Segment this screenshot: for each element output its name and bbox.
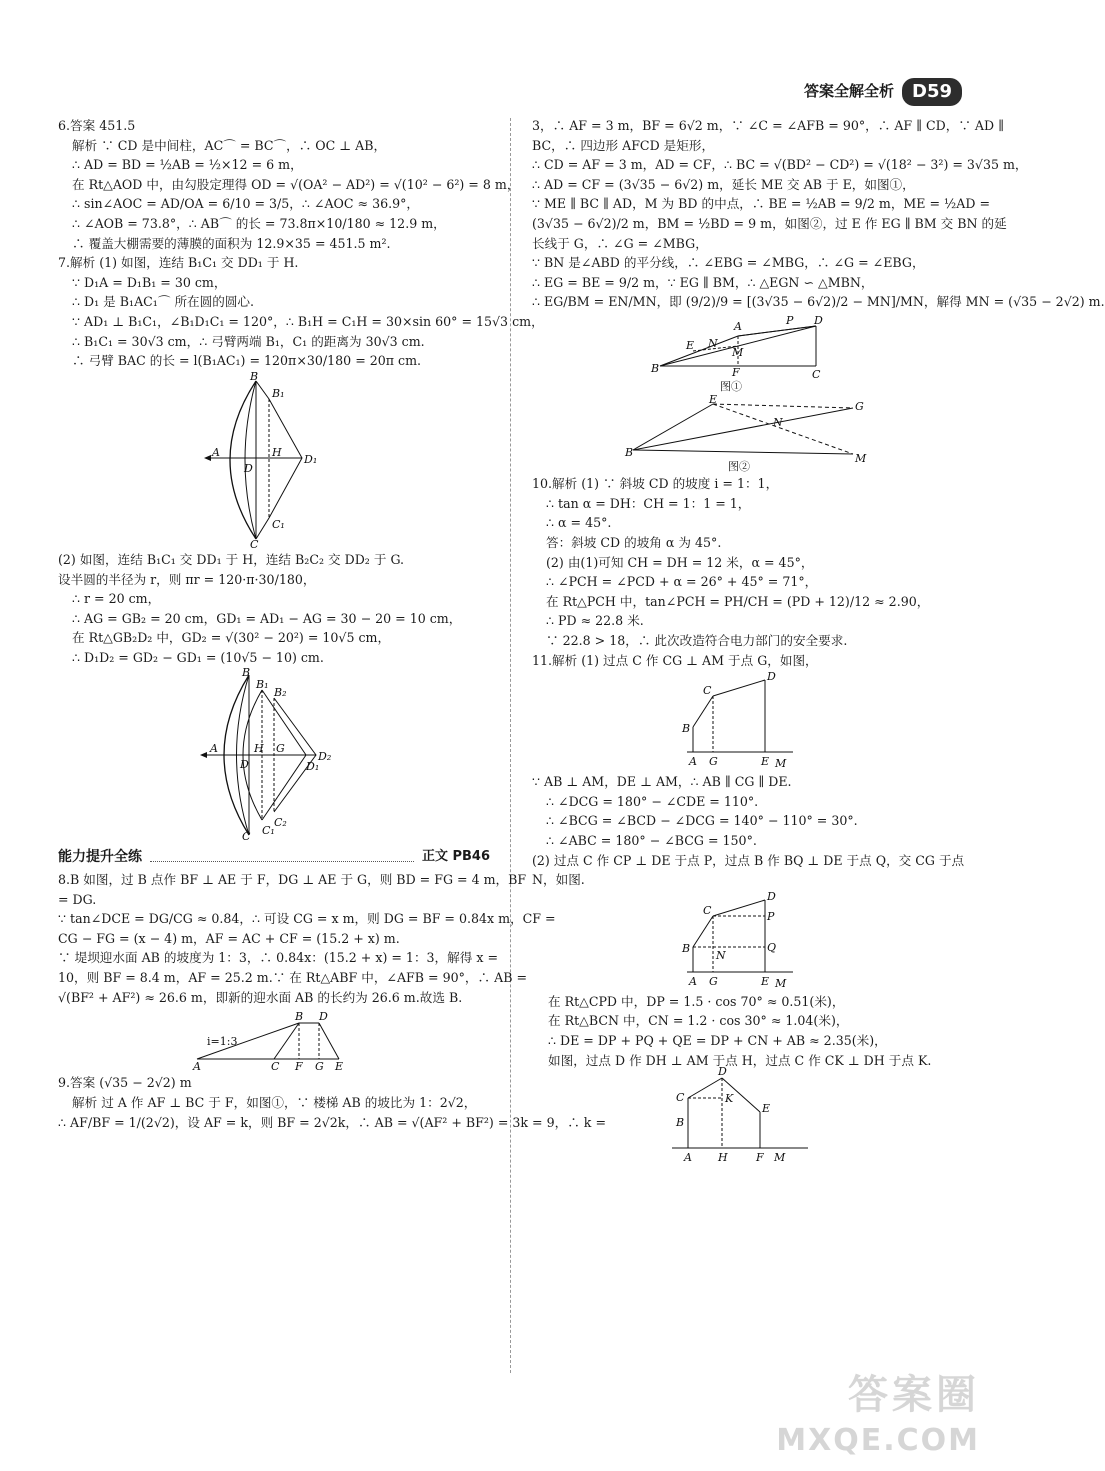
svg-text:D₁: D₁ — [304, 452, 318, 466]
text-line: 解析 ∵ CD 是中间柱，AC⌒ = BC⌒，∴ OC ⊥ AB， — [72, 137, 387, 153]
svg-text:M: M — [774, 1151, 786, 1165]
svg-text:B₂: B₂ — [274, 685, 287, 699]
svg-text:B: B — [242, 665, 251, 679]
svg-text:F: F — [295, 1060, 303, 1074]
text-line: 3，∴ AF = 3 m，BF = 6√2 m，∵ ∠C = ∠AFB = 90°，∴ AF ∥ CD，∵ AD ∥ — [532, 118, 1004, 133]
text-line: 6.答案 451.5 — [58, 118, 136, 133]
text-line: ∴ ∠AOB = 73.8°，∴ AB⌒ 的长 = 73.8π×10/180 ≈ 12.9 m， — [72, 216, 446, 232]
svg-text:D: D — [319, 1010, 328, 1024]
svg-text:H: H — [272, 445, 282, 459]
stairs-figure-2 — [623, 393, 873, 474]
svg-text:G: G — [709, 974, 718, 988]
svg-text:D: D — [767, 889, 776, 903]
svg-text:B: B — [682, 941, 691, 955]
text-line: ∴ sin∠AOC = AD/OA = 6/10 = 3/5，∴ ∠AOC ≈ 36.9°， — [72, 196, 420, 212]
text-line: (2) 由(1)可知 CH = DH = 12 米，α = 45°， — [546, 554, 814, 570]
slope-label: i=1:3 — [207, 1035, 238, 1049]
text-line: ∴ AD = BD = ½AB = ½×12 = 6 m， — [72, 157, 303, 173]
column-divider — [510, 118, 511, 1373]
svg-text:D: D — [240, 757, 249, 771]
text-line: ∴ AF/BF = 1/(2√2)，设 AF = k，则 BF = 2√2k，∴ AB = √(AF² + BF²) = 3k = 9，∴ k = — [58, 1114, 606, 1130]
text-line: ∴ AG = GB₂ = 20 cm，GD₁ = AD₁ − AG = 30 − 20 = 10 cm， — [72, 610, 462, 626]
text-line: (2) 如图，连结 B₁C₁ 交 DD₁ 于 H，连结 B₂C₂ 交 DD₂ 于 G. — [58, 551, 405, 567]
text-line: ∴ D₁D₂ = GD₂ − GD₁ = (10√5 − 10) cm. — [72, 649, 324, 665]
svg-text:C: C — [242, 829, 251, 843]
text-line: ∵ D₁A = D₁B₁ = 30 cm， — [72, 274, 227, 290]
svg-text:E: E — [335, 1060, 344, 1074]
dotted-leader — [150, 852, 414, 862]
text-line: ∵ 堤坝迎水面 AB 的坡度为 1：3，∴ 0.84x：(15.2 + x) = 1：3，解得 x = — [58, 950, 498, 966]
text-line: ∵ tan∠DCE = DG/CG ≈ 0.84，∴ 可设 CG = x m，则 DG = BF = 0.84x m，CF = — [58, 911, 556, 927]
svg-text:C₁: C₁ — [272, 517, 285, 531]
svg-text:C: C — [703, 903, 712, 917]
svg-text:D: D — [767, 670, 776, 684]
svg-text:A: A — [684, 1151, 692, 1165]
svg-text:M: M — [775, 757, 787, 771]
text-line: ∴ D₁ 是 B₁AC₁⌒ 所在圆的圆心. — [72, 294, 255, 310]
text-line: ∴ tan α = DH：CH = 1：1 = 1， — [546, 495, 751, 511]
svg-text:G: G — [855, 400, 864, 414]
svg-text:C: C — [676, 1091, 685, 1105]
page-number-badge: D59 — [902, 78, 962, 106]
text-line: 7.解析 (1) 如图，连结 B₁C₁ 交 DD₁ 于 H. — [58, 255, 299, 271]
text-line: (2) 过点 C 作 CP ⊥ DE 于点 P，过点 B 作 BQ ⊥ DE 于点 Q，交 CG 于点 — [532, 852, 965, 868]
svg-text:E: E — [686, 339, 695, 353]
text-line: 11.解析 (1) 过点 C 作 CG ⊥ AM 于点 G，如图， — [532, 652, 818, 668]
text-line: ∵ ME ∥ BC ∥ AD，M 为 BD 的中点，∴ BE = ½AB = 9/2 m，ME = ½AD = — [532, 196, 991, 212]
text-line: ∵ AD₁ ⊥ B₁C₁，∠B₁D₁C₁ = 120°，∴ B₁H = C₁H = 30×sin 60° = 15√3 cm， — [72, 314, 544, 330]
bow-figure-1 — [194, 369, 354, 551]
svg-text:E: E — [761, 974, 770, 988]
svg-text:C: C — [250, 537, 259, 551]
text-line: ∴ EG = BE = 9/2 m，∵ EG ∥ BM，∴ △EGN ∽ △MBN， — [532, 274, 874, 290]
text-line: 在 Rt△PCH 中，tan∠PCH = PH/CH = (PD + 12)/12 ≈ 2.90， — [546, 593, 930, 609]
text-line: 解析 过 A 作 AF ⊥ BC 于 F，如图①，∵ 楼梯 AB 的坡比为 1：2√2， — [72, 1094, 477, 1110]
svg-text:E: E — [709, 393, 718, 407]
svg-text:Q: Q — [767, 940, 777, 954]
svg-text:B: B — [250, 369, 259, 383]
text-line: ∴ B₁C₁ = 30√3 cm，∴ 弓臂两端 B₁，C₁ 的距离为 30√3 cm. — [72, 333, 425, 349]
text-line: 8.B 如图，过 B 点作 BF ⊥ AE 于 F，DG ⊥ AE 于 G，则 BD = FG = 4 m，BF — [58, 872, 527, 888]
section-title: 能力提升全练 — [58, 848, 142, 865]
text-line: 答：斜坡 CD 的坡角 α 为 45°. — [546, 534, 722, 550]
svg-text:M: M — [732, 346, 744, 360]
text-line: ∴ ∠PCH = ∠PCD + α = 26° + 45° = 71°， — [546, 574, 818, 590]
svg-text:F: F — [756, 1151, 764, 1165]
svg-text:K: K — [725, 1092, 734, 1106]
svg-text:P: P — [786, 314, 794, 328]
text-line: 10.解析 (1) ∵ 斜坡 CD 的坡度 i = 1：1， — [532, 476, 779, 492]
svg-text:B: B — [682, 722, 691, 736]
text-line: 如图，过点 D 作 DH ⊥ AM 于点 H，过点 C 作 CK ⊥ DH 于点 K. — [548, 1052, 932, 1068]
text-line: 在 Rt△GB₂D₂ 中，GD₂ = √(30² − 20²) = 10√5 cm， — [72, 630, 391, 646]
svg-text:A: A — [689, 755, 697, 769]
svg-text:D₁: D₁ — [306, 759, 320, 773]
text-line: ∵ 22.8 > 18，∴ 此次改造符合电力部门的安全要求. — [546, 632, 848, 648]
svg-text:A: A — [193, 1060, 201, 1074]
text-line: ∵ AB ⊥ AM，DE ⊥ AM，∴ AB ∥ CG ∥ DE. — [532, 774, 792, 790]
watermark-logo-text: 答案圈 — [848, 1371, 980, 1418]
svg-text:G: G — [315, 1060, 324, 1074]
text-line: 长线于 G，∴ ∠G = ∠MBG， — [532, 235, 708, 251]
watermark-url: MXQE.COM — [776, 1423, 980, 1459]
section-heading — [58, 848, 490, 866]
svg-text:E: E — [762, 1102, 771, 1116]
svg-text:C: C — [703, 684, 712, 698]
watermark — [776, 1369, 980, 1461]
svg-text:D₂: D₂ — [318, 749, 332, 763]
svg-text:D: D — [814, 314, 823, 328]
text-line: (3√35 − 6√2)/2 m，BM = ½BD = 9 m，如图②，过 E 作 EG ∥ BM 交 BN 的延 — [532, 216, 1007, 232]
text-line: ∴ ∠ABC = 180° − ∠BCG = 150°. — [546, 833, 757, 849]
text-line: ∴ DE = DP + PQ + QE = DP + CN + AB ≈ 2.35(米)， — [548, 1033, 887, 1049]
svg-text:B: B — [625, 446, 634, 460]
text-line: ∴ CD = AF = 3 m，AD = CF，∴ BC = √(BD² − CD²) = √(18² − 3²) = 3√35 m， — [532, 157, 1028, 173]
svg-text:F: F — [732, 366, 740, 380]
svg-text:N: N — [773, 416, 783, 430]
right-column — [532, 118, 1105, 1168]
text-line: 9.答案 (√35 − 2√2) m — [58, 1075, 192, 1091]
text-line: ∴ EG/BM = EN/MN，即 (9/2)/9 = [(3√35 − 6√2)/2 − MN]/MN，解得 MN = (√35 − 2√2) m. — [532, 294, 1105, 310]
lamp-figure-1 — [683, 672, 813, 770]
svg-text:A: A — [689, 974, 697, 988]
text-line: = DG. — [58, 891, 97, 907]
text-line: √(BF² + AF²) ≈ 26.6 m，即新的迎水面 AB 的长约为 26.6 m.故选 B. — [58, 989, 463, 1005]
text-line: ∴ r = 20 cm， — [72, 591, 161, 607]
text-line: CG − FG = (x − 4) m，AF = AC + CF = (15.2 + x) m. — [58, 930, 400, 946]
text-line: 在 Rt△AOD 中，由勾股定理得 OD = √(OA² − AD²) = √(10² − 6²) = 8 m， — [72, 176, 520, 192]
text-line: ∴ α = 45°. — [546, 515, 612, 531]
bow-figure-2 — [194, 665, 354, 843]
svg-text:B: B — [651, 362, 660, 376]
svg-text:A: A — [734, 320, 742, 334]
svg-text:B₁: B₁ — [256, 677, 269, 691]
svg-text:D: D — [718, 1065, 727, 1079]
text-line: ∴ PD ≈ 22.8 米. — [546, 613, 644, 629]
svg-text:A: A — [210, 741, 218, 755]
figure-caption: 图① — [720, 380, 742, 394]
lamp-figure-3 — [668, 1065, 828, 1165]
stairs-figure-1 — [648, 314, 848, 394]
svg-text:C₁: C₁ — [262, 823, 275, 837]
svg-text:E: E — [761, 755, 770, 769]
text-line: ∴ 覆盖大棚需要的薄膜的面积为 12.9×35 = 451.5 m². — [72, 235, 391, 251]
text-line: ∵ BN 是∠ABD 的平分线，∴ ∠EBG = ∠MBG，∴ ∠G = ∠EBG， — [532, 255, 925, 271]
svg-text:H: H — [718, 1151, 728, 1165]
text-line: 在 Rt△BCN 中，CN = 1.2 · cos 30° ≈ 1.04(米)， — [548, 1013, 849, 1029]
text-line: 设半圆的半径为 r，则 πr = 120·π·30/180， — [58, 571, 316, 587]
text-line: 在 Rt△CPD 中，DP = 1.5 · cos 70° ≈ 0.51(米)， — [548, 993, 845, 1009]
text-line: ∴ ∠BCG = ∠BCD − ∠DCG = 140° − 110° = 30°. — [546, 813, 858, 829]
section-ref: 正文 PB46 — [421, 849, 490, 865]
svg-text:A: A — [212, 445, 220, 459]
svg-text:M: M — [775, 976, 787, 990]
figure-caption: 图② — [728, 460, 750, 474]
text-line: ∴ ∠DCG = 180° − ∠CDE = 110°. — [546, 793, 759, 809]
text-line: 10，则 BF = 8.4 m，AF = 25.2 m.∵ 在 Rt△ABF 中，∠AFB = 90°，∴ AB = — [58, 970, 528, 986]
svg-text:G: G — [709, 755, 718, 769]
text-line: ∴ AD = CF = (3√35 − 6√2) m，延长 ME 交 AB 于 E，如图①， — [532, 176, 915, 192]
svg-text:B: B — [676, 1116, 685, 1130]
svg-text:G: G — [276, 741, 285, 755]
text-line: BC，∴ 四边形 AFCD 是矩形， — [532, 137, 715, 153]
svg-text:C₂: C₂ — [274, 815, 287, 829]
svg-text:C: C — [271, 1060, 280, 1074]
text-line: N，如图. — [532, 872, 585, 888]
header-title: 答案全解全析 — [803, 81, 894, 100]
text-line: ∴ 弓臂 BAC 的长 = l(B₁AC₁) = 120π×30/180 = 20π cm. — [72, 353, 422, 369]
svg-text:C: C — [812, 368, 821, 382]
svg-text:B₁: B₁ — [272, 386, 285, 400]
svg-text:P: P — [767, 909, 775, 923]
svg-text:B: B — [295, 1010, 304, 1024]
dam-figure — [189, 1009, 359, 1074]
svg-text:N: N — [708, 337, 718, 351]
svg-text:H: H — [254, 741, 264, 755]
svg-text:N: N — [716, 948, 726, 962]
svg-text:M: M — [855, 452, 867, 466]
svg-text:D: D — [244, 461, 253, 475]
page-header — [804, 78, 962, 106]
lamp-figure-2 — [682, 889, 813, 990]
